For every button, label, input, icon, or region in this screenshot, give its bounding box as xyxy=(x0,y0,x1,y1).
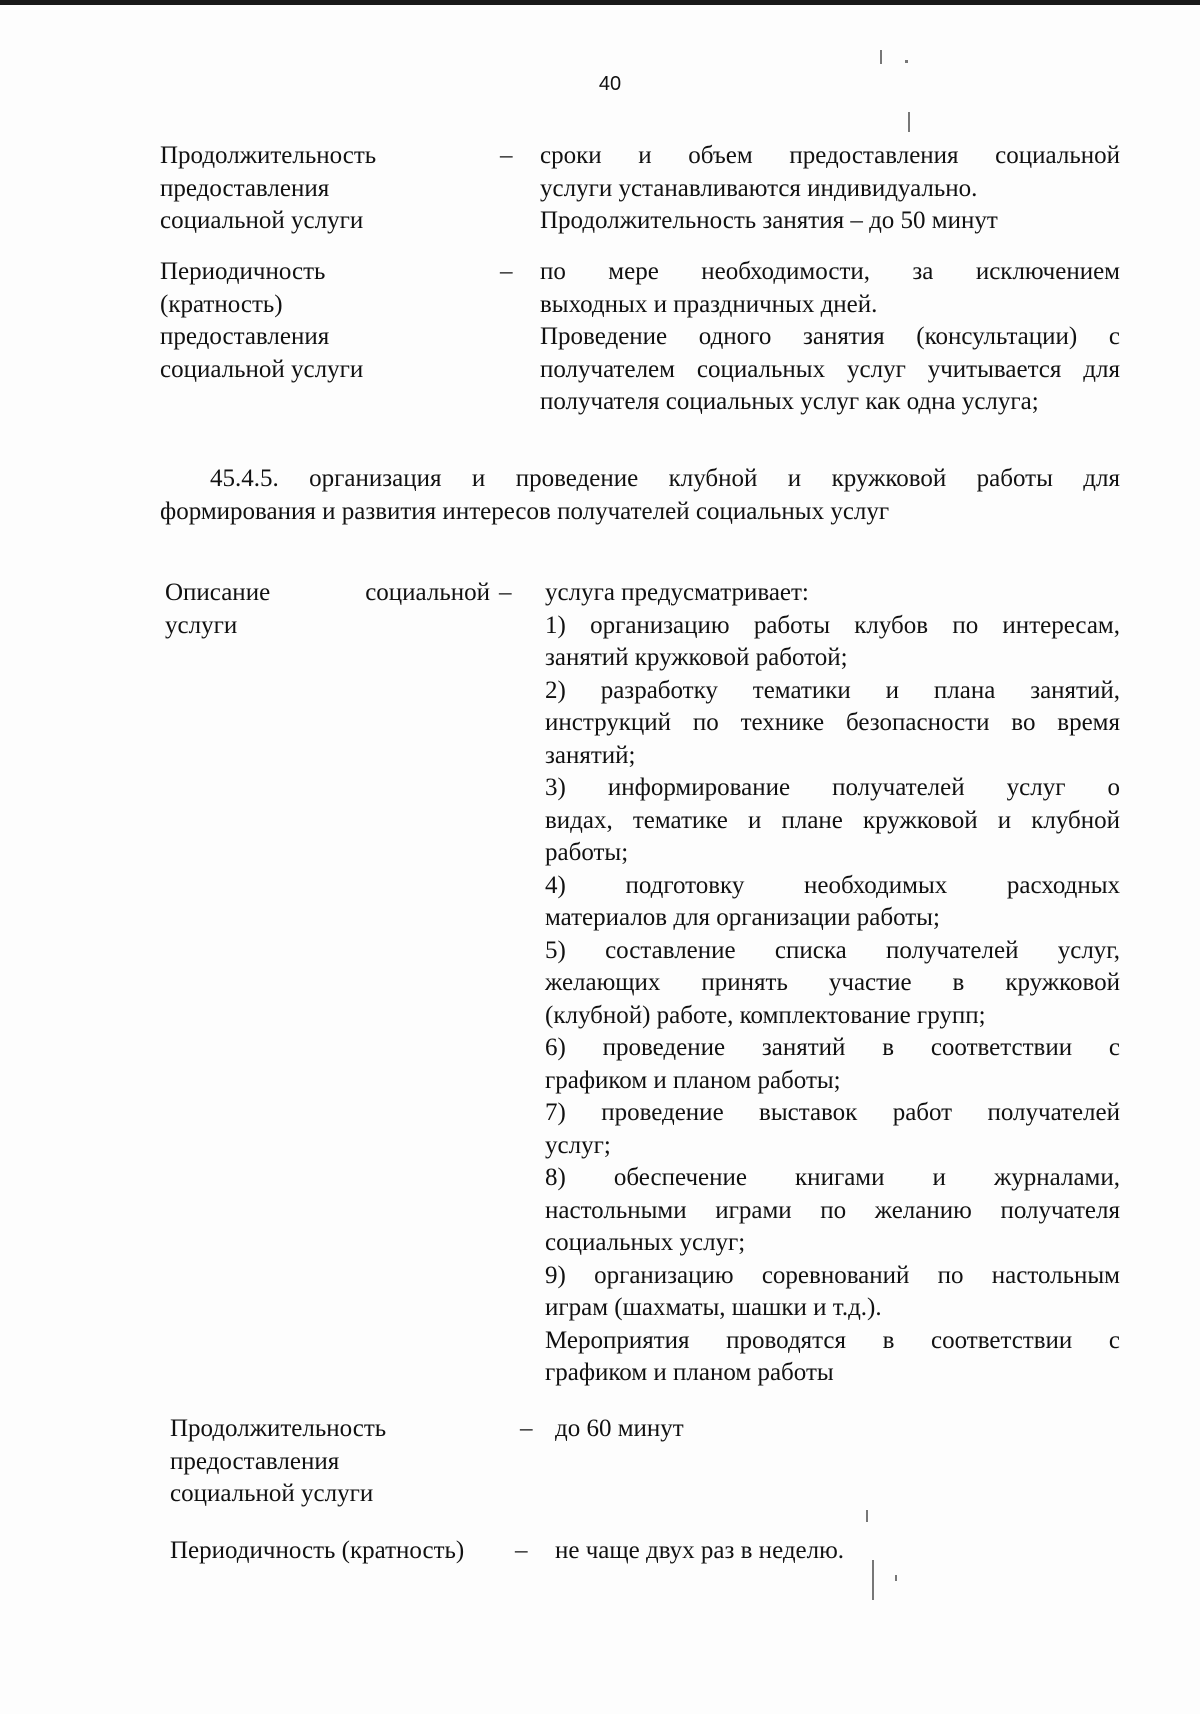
separator-dash: – xyxy=(520,1415,533,1442)
scan-speck xyxy=(866,1510,868,1522)
separator-dash: – xyxy=(499,579,512,606)
label-line: предоставления xyxy=(160,323,330,350)
item-line: настольными играми по желанию получателя xyxy=(545,1196,1120,1224)
item-line: (клубной) работе, комплектование групп; xyxy=(545,1001,986,1029)
item-line: видах, тематике и плане кружковой и клубной xyxy=(545,806,1120,834)
periodicity-row xyxy=(160,256,1120,421)
list-item xyxy=(545,610,1120,675)
item-line: 3) информирование получателей услуг о xyxy=(545,774,1120,801)
item-line: услуг; xyxy=(545,1131,611,1159)
list-item xyxy=(545,870,1120,935)
value-line: получателем социальных услуг учитывается для xyxy=(540,355,1120,383)
value-line: Продолжительность занятия – до 50 минут xyxy=(540,207,998,234)
item-line: социальных услуг; xyxy=(545,1229,746,1256)
item-line: 7) проведение выставок работ получателей xyxy=(545,1099,1120,1126)
label-line: (кратность) xyxy=(160,290,283,318)
description-row xyxy=(165,577,1120,1387)
duration-row xyxy=(160,140,1120,240)
label-line: социальной услуги xyxy=(170,1480,374,1507)
item-line: занятий; xyxy=(545,741,636,769)
item-line: занятий кружковой работой; xyxy=(545,644,848,671)
list-item xyxy=(545,1162,1120,1260)
description-value xyxy=(545,577,1120,1390)
duration-label xyxy=(160,140,376,238)
duration-value xyxy=(540,140,1120,238)
duration-row xyxy=(170,1413,1120,1513)
scan-speck xyxy=(905,60,908,63)
label-line: Продолжительность xyxy=(170,1415,387,1442)
duration-label xyxy=(170,1413,386,1511)
item-line: графиком и планом работы xyxy=(545,1359,834,1386)
list-item xyxy=(545,1325,1120,1390)
duration-value: до 60 минут xyxy=(555,1415,684,1442)
value-line: услуги устанавливаются индивидуально. xyxy=(540,174,978,202)
value-line: сроки и объем предоставления социальной xyxy=(540,142,1120,169)
item-line: 2) разработку тематики и плана занятий, xyxy=(545,676,1120,704)
scan-top-edge xyxy=(0,0,1200,5)
scan-speck xyxy=(872,1560,874,1600)
label-line: Описание социальной xyxy=(165,579,490,606)
list-item xyxy=(545,935,1120,1033)
item-line: 5) составление списка получателей услуг, xyxy=(545,936,1120,964)
item-line: работы; xyxy=(545,839,629,866)
value-line: по мере необходимости, за исключением xyxy=(540,258,1120,285)
periodicity-label xyxy=(160,256,363,386)
list-item xyxy=(545,1260,1120,1325)
separator-dash: – xyxy=(500,258,513,285)
description-label xyxy=(165,577,490,642)
page-number: 40 xyxy=(598,73,622,95)
list-item xyxy=(545,675,1120,773)
scan-speck xyxy=(895,1575,897,1581)
item-line: играм (шахматы, шашки и т.д.). xyxy=(545,1294,882,1321)
section-heading-line: формирования и развития интересов получателей социальных услуг xyxy=(160,497,890,525)
periodicity-value: не чаще двух раз в неделю. xyxy=(555,1537,845,1564)
scan-speck xyxy=(880,50,882,64)
label-line: предоставления xyxy=(170,1447,340,1475)
label-line: услуги xyxy=(165,611,238,639)
list-item xyxy=(545,1032,1120,1097)
item-line: 1) организацию работы клубов по интересам, xyxy=(545,611,1120,639)
label-line: предоставления xyxy=(160,174,330,202)
separator-dash: – xyxy=(515,1537,528,1564)
item-line: желающих принять участие в кружковой xyxy=(545,969,1120,996)
list-item xyxy=(545,1097,1120,1162)
item-line: материалов для организации работы; xyxy=(545,904,940,931)
label-line: Продолжительность xyxy=(160,142,377,169)
item-line: Мероприятия проводятся в соответствии с xyxy=(545,1326,1120,1354)
value-line: получателя социальных услуг как одна услуга; xyxy=(540,388,1039,415)
item-line: 8) обеспечение книгами и журналами, xyxy=(545,1164,1120,1191)
item-line: инструкций по технике безопасности во время xyxy=(545,709,1120,736)
section-heading xyxy=(160,463,1120,528)
periodicity-row xyxy=(170,1535,1120,1575)
label-line: социальной услуги xyxy=(160,355,364,383)
value-line: Проведение одного занятия (консультации) с xyxy=(540,323,1120,350)
value-line: выходных и праздничных дней. xyxy=(540,290,878,318)
list-item xyxy=(545,772,1120,870)
item-line: графиком и планом работы; xyxy=(545,1066,841,1094)
section-heading-line: 45.4.5. организация и проведение клубной и кружковой работы для xyxy=(210,465,1120,492)
periodicity-label: Периодичность (кратность) xyxy=(170,1537,465,1564)
description-intro: услуга предусматривает: xyxy=(545,579,809,606)
label-line: социальной услуги xyxy=(160,207,364,234)
item-line: 6) проведение занятий в соответствии с xyxy=(545,1034,1120,1061)
item-line: 4) подготовку необходимых расходных xyxy=(545,871,1120,899)
item-line: 9) организацию соревнований по настольным xyxy=(545,1261,1120,1289)
label-line: Периодичность xyxy=(160,258,326,285)
periodicity-value xyxy=(540,256,1120,419)
separator-dash: – xyxy=(500,142,513,169)
scan-speck xyxy=(908,112,910,132)
